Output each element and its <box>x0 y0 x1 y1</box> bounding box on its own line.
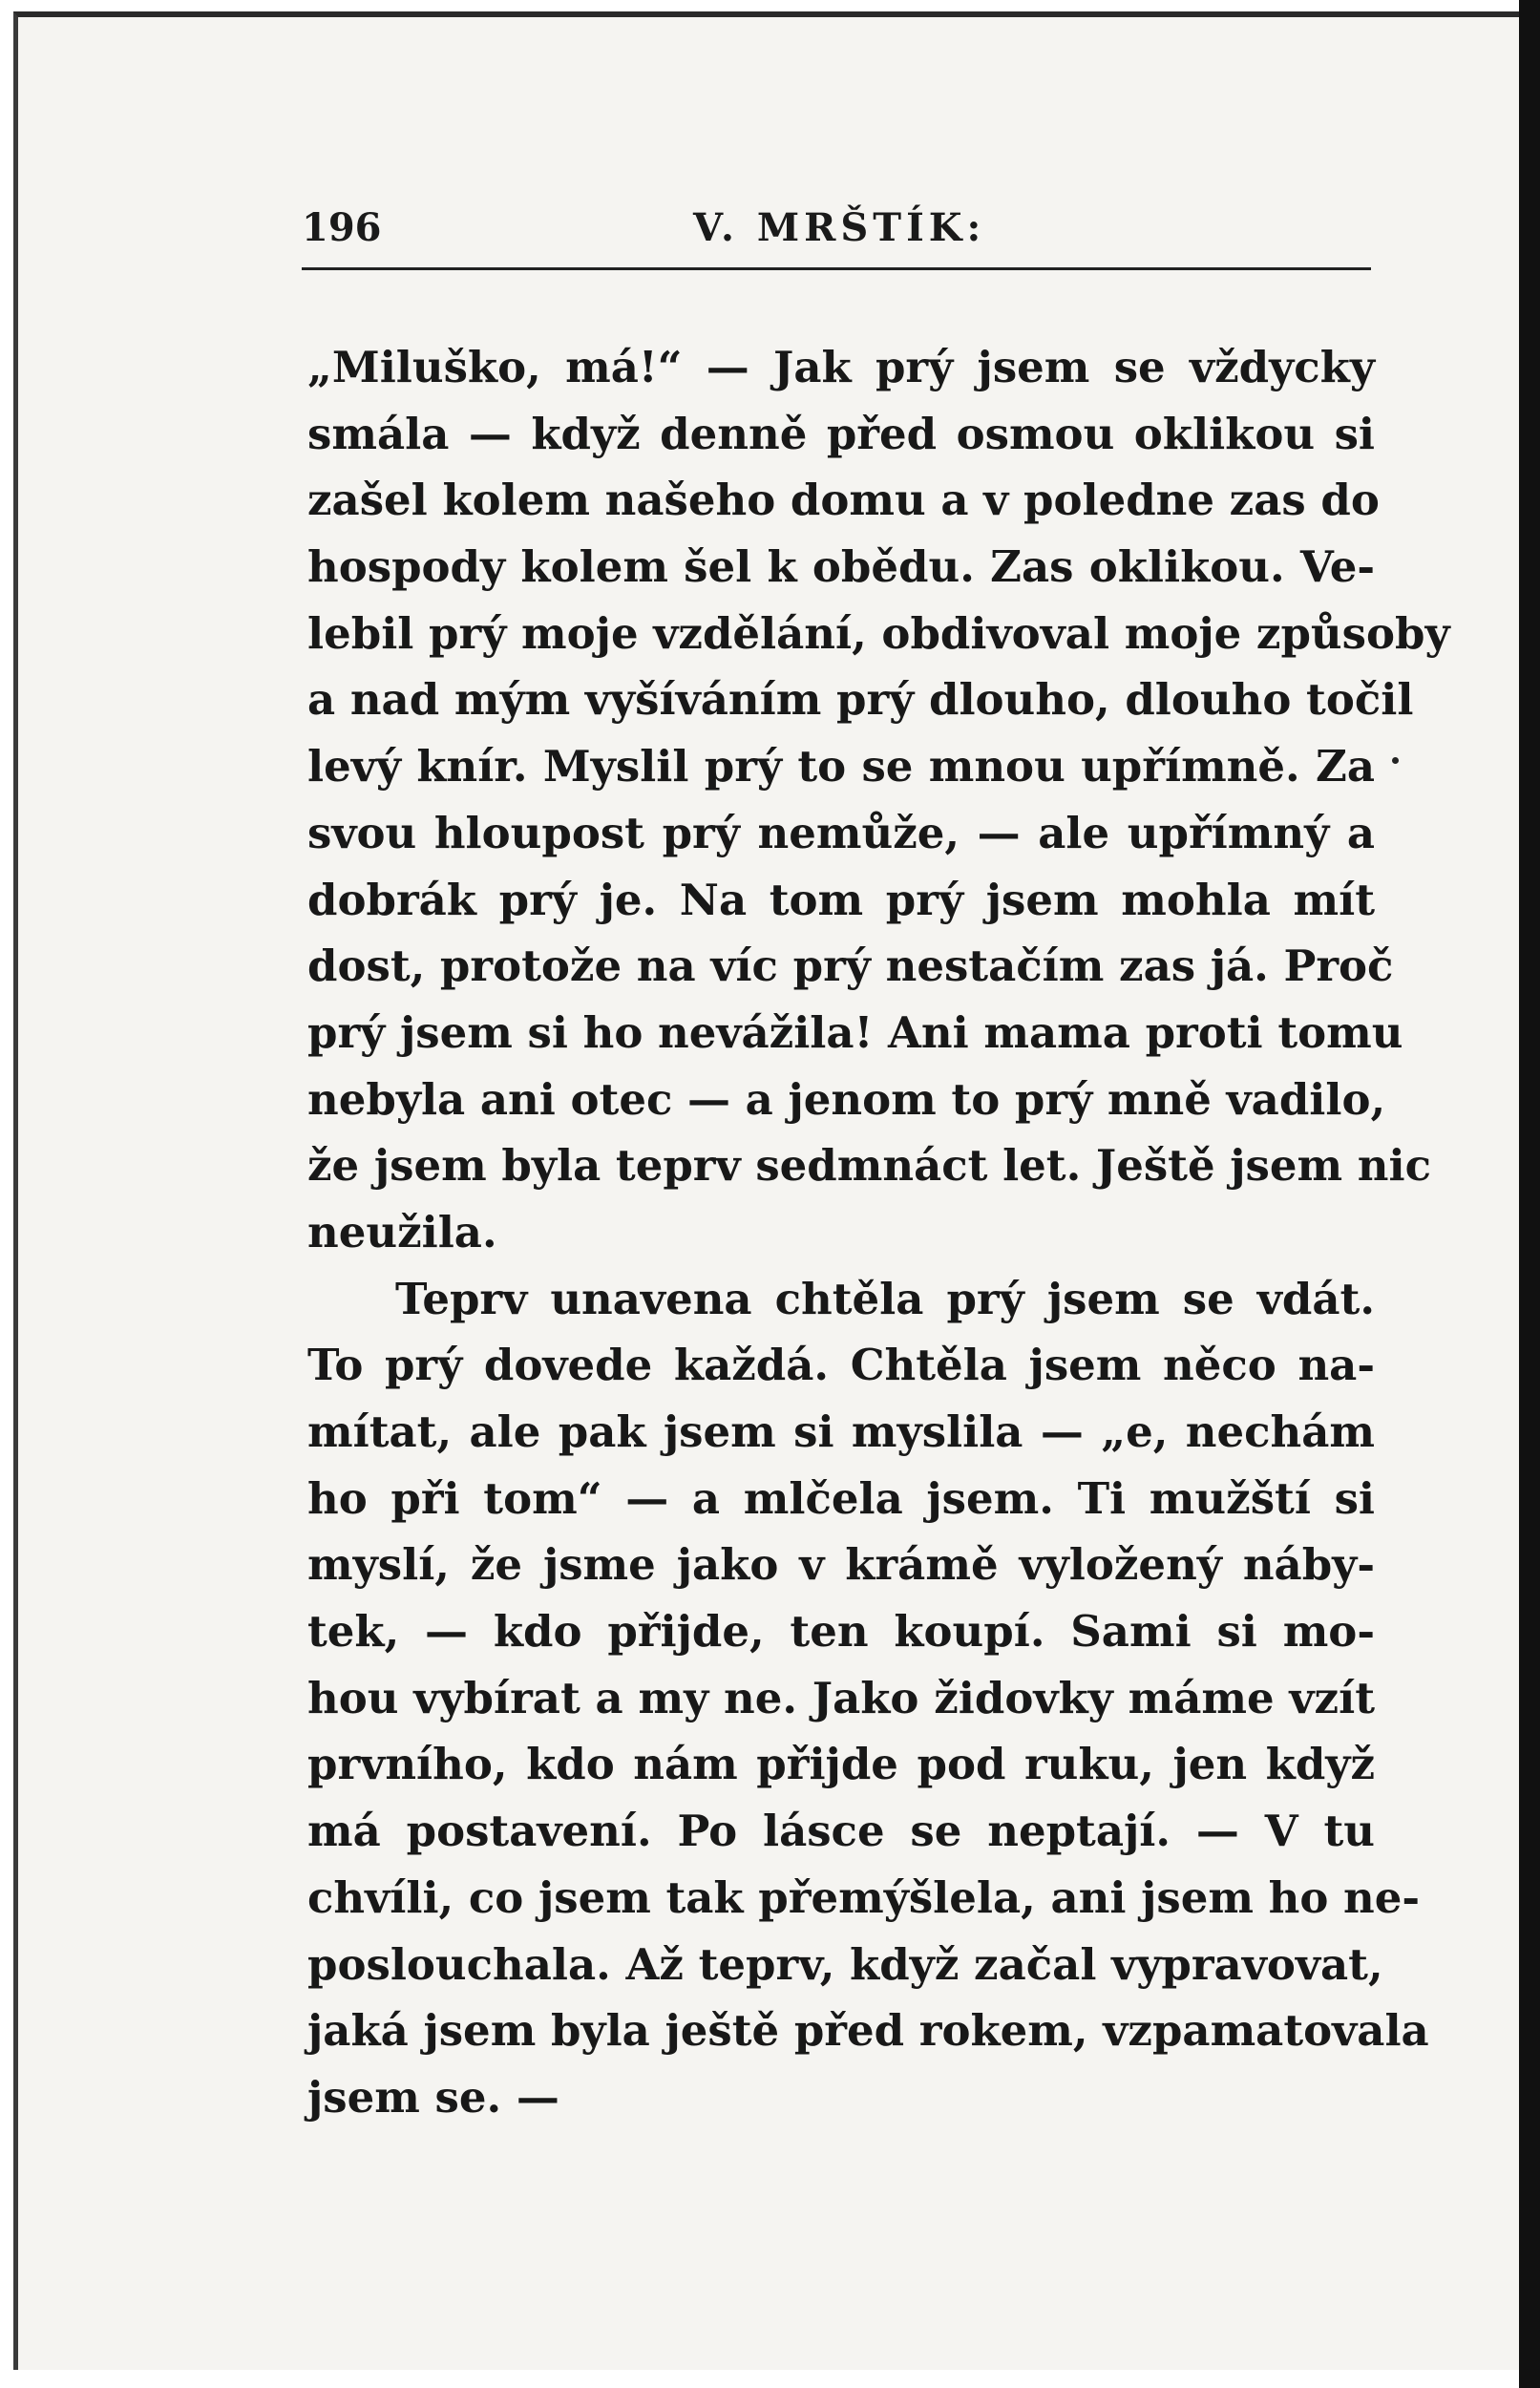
text-line: má postavení. Po lásce se neptají. — V tu <box>307 1806 1375 1857</box>
text-line: jaká jsem byla ještě před rokem, vzpamatovala <box>307 2005 1429 2057</box>
page-header <box>292 196 1371 263</box>
text-line: dost, protože na víc prý nestačím zas já. Proč <box>307 940 1394 992</box>
text-line: chvíli, co jsem tak přemýšlela, ani jsem ho ne- <box>307 1871 1421 1923</box>
text-line: zašel kolem našeho domu a v poledne zas do <box>307 475 1380 526</box>
running-head: V. MRŠTÍK: <box>693 205 986 250</box>
text-line: prvního, kdo nám přijde pod ruku, jen když <box>307 1739 1375 1790</box>
scan-edge <box>1519 0 1540 2388</box>
text-line: hou vybírat a my ne. Jako židovky máme vzít <box>307 1672 1375 1723</box>
text-line: poslouchala. Až teprv, když začal vypravovat, <box>307 1938 1383 1990</box>
text-line: mítat, ale pak jsem si myslila — „e, nechám <box>307 1406 1375 1457</box>
text-line: myslí, že jsme jako v krámě vyložený náby- <box>307 1539 1375 1591</box>
text-line: To prý dovede každá. Chtěla jsem něco na- <box>307 1340 1375 1391</box>
text-line: svou hloupost prý nemůže, — ale upřímný a <box>307 807 1375 858</box>
header-rule <box>302 267 1371 270</box>
text-line: lebil prý moje vzdělání, obdivoval moje způsoby <box>307 607 1450 659</box>
text-line: dobrák prý je. Na tom prý jsem mohla mít <box>307 874 1375 925</box>
page-number: 196 <box>302 205 382 250</box>
text-line: neužila. <box>307 1206 497 1257</box>
text-line: nebyla ani otec — a jenom to prý mně vadilo, <box>307 1073 1386 1125</box>
margin-speck <box>1392 757 1399 764</box>
text-line: tek, — kdo přijde, ten koupí. Sami si mo- <box>307 1606 1375 1658</box>
paragraph <box>307 1266 1429 2131</box>
text-line: a nad mým vyšíváním prý dlouho, dlouho točil <box>307 674 1414 726</box>
body-text <box>307 334 1450 2131</box>
paragraph <box>307 334 1450 1266</box>
text-line: prý jsem si ho nevážila! Ani mama proti tomu <box>307 1006 1403 1058</box>
text-line: že jsem byla teprv sedmnáct let. Ještě jsem nic <box>307 1140 1432 1192</box>
text-line: Teprv unavena chtěla prý jsem se vdát. <box>395 1273 1375 1324</box>
text-line: smála — když denně před osmou oklikou si <box>307 408 1375 459</box>
text-line: jsem se. — <box>307 2071 559 2123</box>
text-line: hospody kolem šel k obědu. Zas oklikou. Ve- <box>307 541 1375 593</box>
text-line: ho při tom“ — a mlčela jsem. Ti mužští si <box>307 1472 1375 1524</box>
text-line: levý knír. Myslil prý to se mnou upřímně. Za <box>307 741 1375 792</box>
text-line: „Miluško, má!“ — Jak prý jsem se vždycky <box>307 342 1375 392</box>
